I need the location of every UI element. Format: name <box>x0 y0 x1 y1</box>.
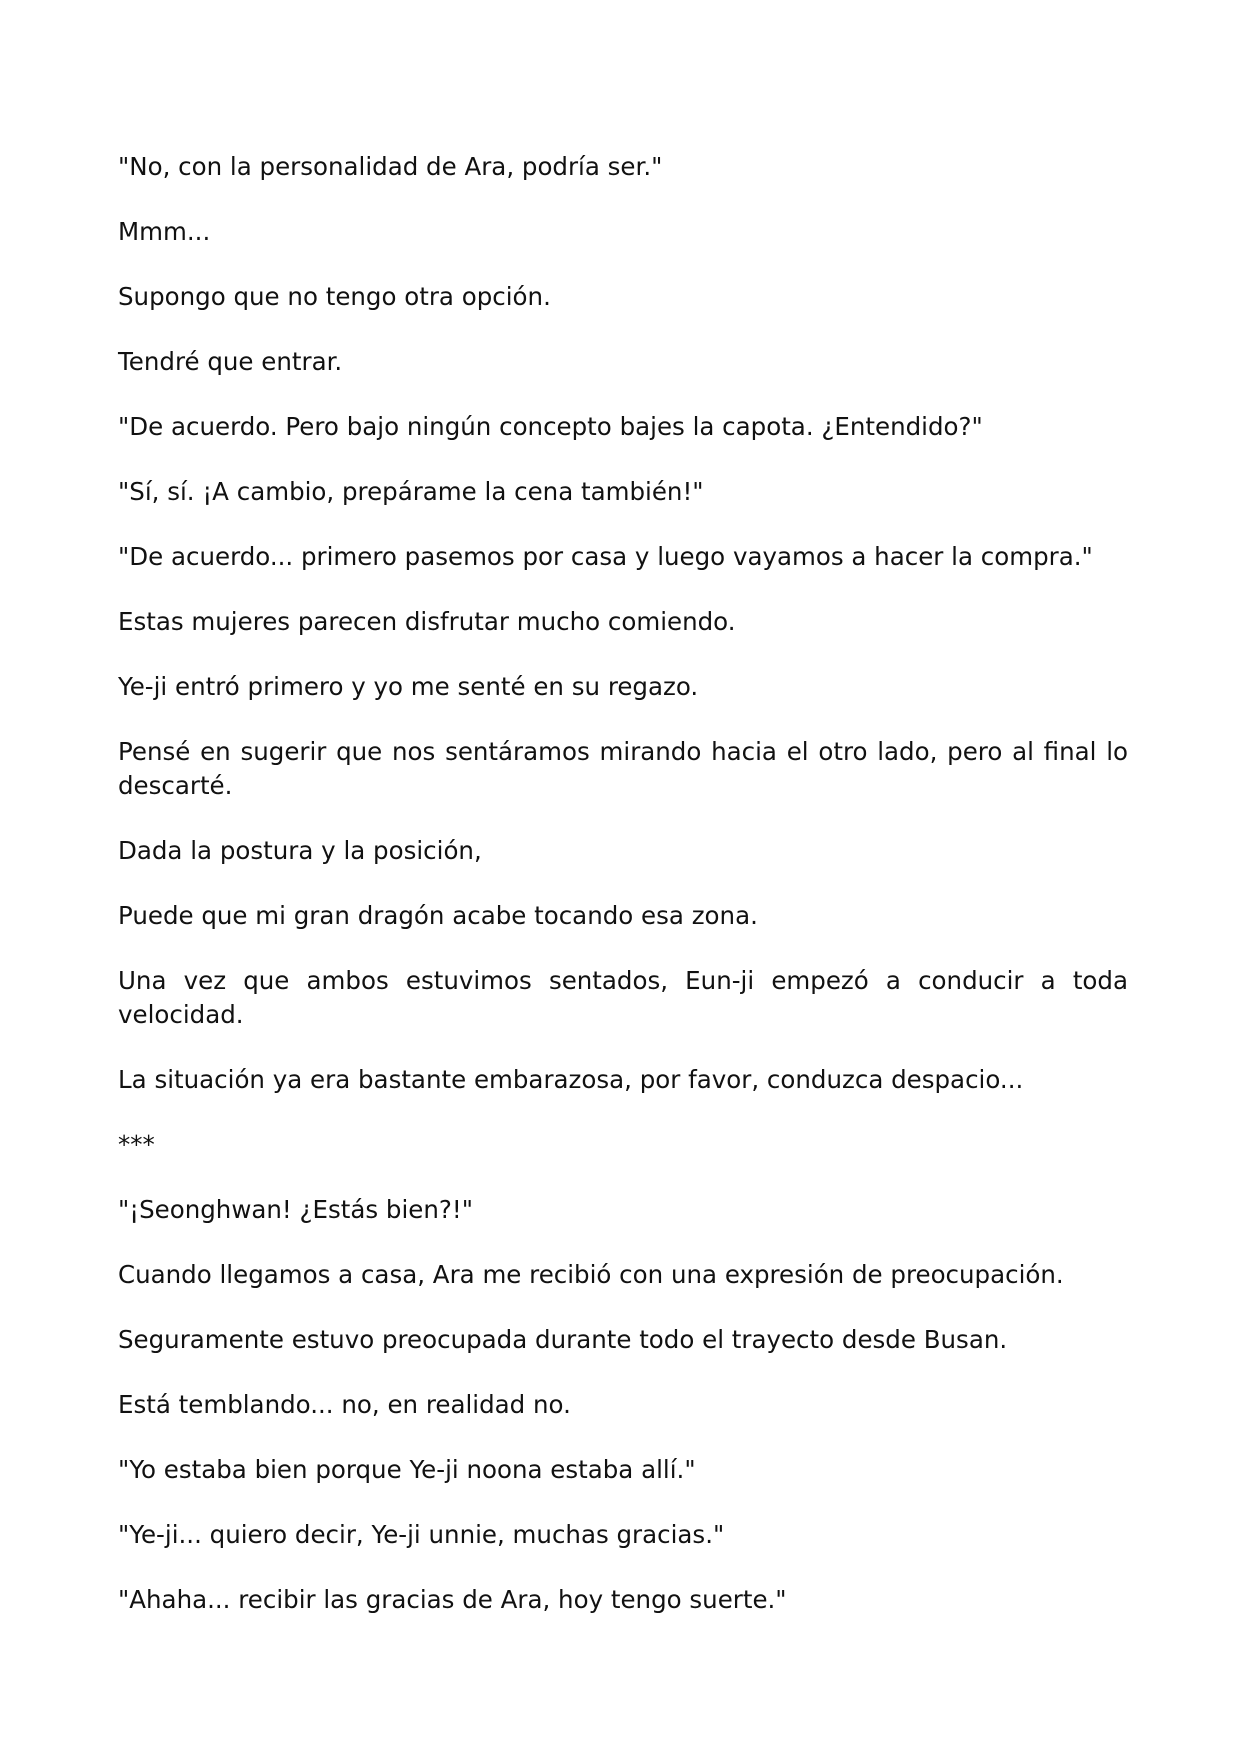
paragraph: Cuando llegamos a casa, Ara me recibió con una expresión de preocupación. <box>118 1260 1064 1289</box>
paragraph: "Ahaha... recibir las gracias de Ara, hoy tengo suerte." <box>118 1585 787 1614</box>
paragraph: Estas mujeres parecen disfrutar mucho comiendo. <box>118 607 736 636</box>
paragraph: "Sí, sí. ¡A cambio, prepárame la cena también!" <box>118 477 704 506</box>
paragraph: Seguramente estuvo preocupada durante todo el trayecto desde Busan. <box>118 1325 1008 1354</box>
paragraph: "Yo estaba bien porque Ye-ji noona estaba allí." <box>118 1455 696 1484</box>
paragraph: "No, con la personalidad de Ara, podría ser." <box>118 152 663 181</box>
paragraph: "¡Seonghwan! ¿Estás bien?!" <box>118 1195 473 1224</box>
paragraph: Dada la postura y la posición, <box>118 836 482 865</box>
paragraph: Pensé en sugerir que nos sentáramos mirando hacia el otro lado, pero al final lo descarté. <box>118 737 1128 800</box>
paragraph: Supongo que no tengo otra opción. <box>118 282 551 311</box>
paragraph: Tendré que entrar. <box>118 347 343 376</box>
body-text <box>118 150 1128 1648</box>
scene-break: *** <box>118 1130 155 1159</box>
paragraph: La situación ya era bastante embarazosa, por favor, conduzca despacio... <box>118 1065 1024 1094</box>
paragraph: "Ye-ji... quiero decir, Ye-ji unnie, muchas gracias." <box>118 1520 725 1549</box>
paragraph: "De acuerdo. Pero bajo ningún concepto bajes la capota. ¿Entendido?" <box>118 412 983 441</box>
paragraph: Una vez que ambos estuvimos sentados, Eun-ji empezó a conducir a toda velocidad. <box>118 966 1128 1029</box>
paragraph: Está temblando... no, en realidad no. <box>118 1390 571 1419</box>
paragraph: Ye-ji entró primero y yo me senté en su regazo. <box>118 672 699 701</box>
paragraph: Mmm... <box>118 217 211 246</box>
paragraph: "De acuerdo... primero pasemos por casa y luego vayamos a hacer la compra." <box>118 542 1093 571</box>
paragraph: Puede que mi gran dragón acabe tocando esa zona. <box>118 901 758 930</box>
